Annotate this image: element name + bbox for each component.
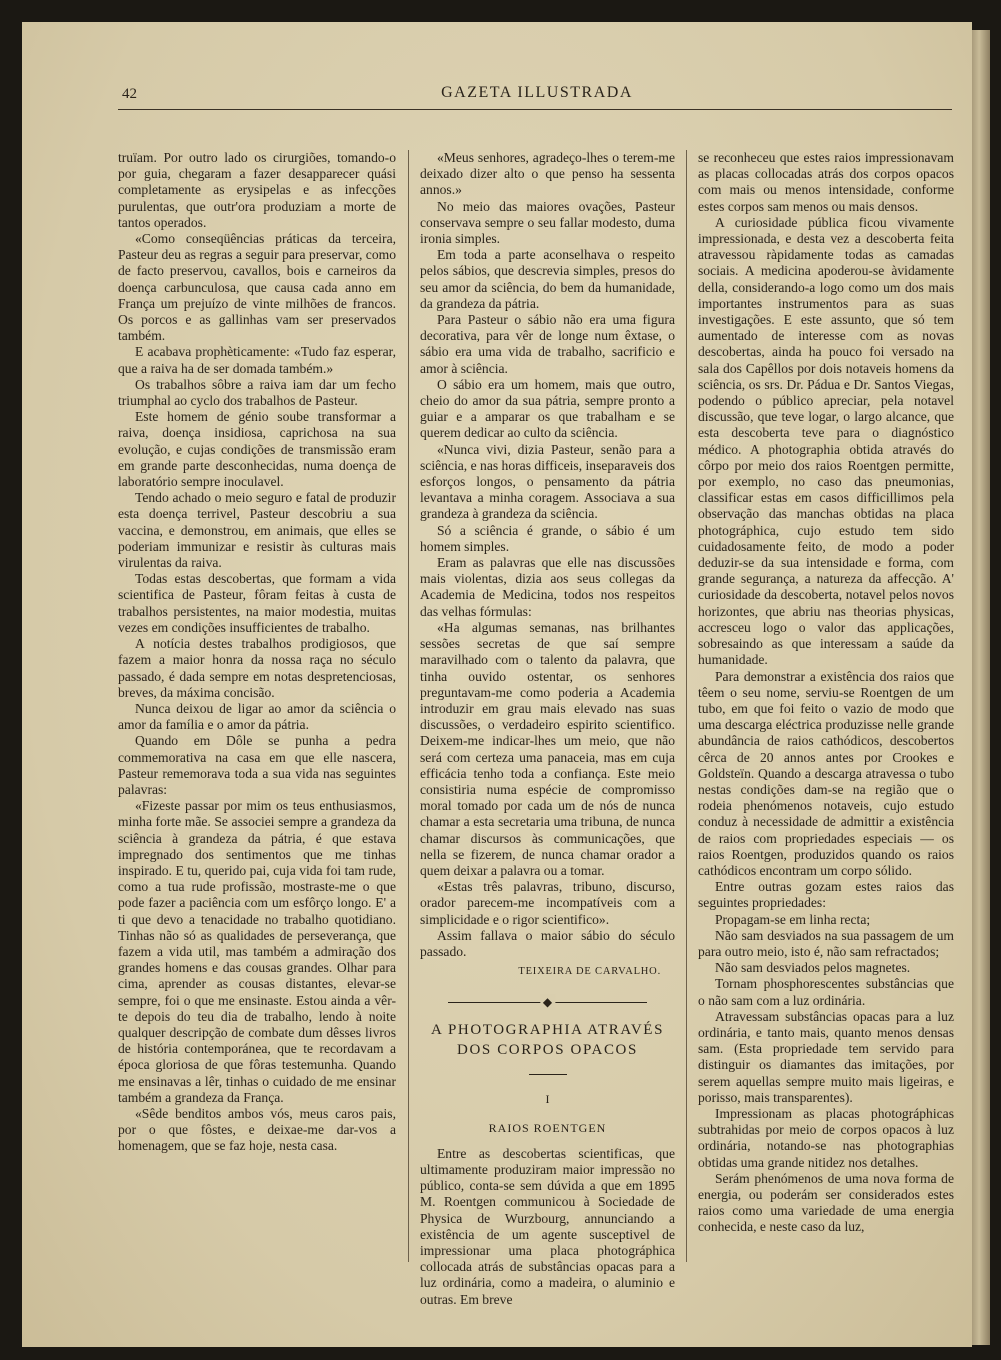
paragraph: Para Pasteur o sábio não era uma figura decorativa, para vêr de longe num êxtase, o sábio era uma vida de trabalho, sacrificio e amor à sciência. bbox=[420, 312, 675, 376]
paragraph: Este homem de génio soube transformar a raiva, doença insidiosa, caprichosa na sua evolução, e cujas condições de transmissão eram em grande parte desconhecidas, numa doença de laboratório sempre inoculavel. bbox=[118, 409, 396, 490]
article-title-line: DOS CORPOS OPACOS bbox=[457, 1042, 638, 1059]
paragraph: Todas estas descobertas, que formam a vida scientifica de Pasteur, fôram feitas à custa de trabalhos persistentes, na maior modestia, muitas vezes em condições insufficientes de trabalho. bbox=[118, 571, 396, 635]
author-signature: TEIXEIRA DE CARVALHO. bbox=[518, 966, 661, 978]
section-number: I bbox=[545, 1092, 550, 1107]
column-1 bbox=[118, 150, 396, 1155]
paragraph: truïam. Por outro lado os cirurgiões, tomando-o por guia, chegaram a fazer desapparecer quási completamente as erysipelas e as infecções purulentas, que outr'ora produziam a morte de tantos operados. bbox=[118, 150, 396, 230]
paragraph: «Ha algumas semanas, nas brilhantes sessões secretas de que saí sempre maravilhado com o talento da palavra, que tinha ouvido ostentar, os senhores preguntavam-me como poderia a Academia introduzir em grau mais elevado nas suas discussões, o verdadeiro espirito scientifico. Deixem-me indicar-lhes um meio, que não será com certeza uma panaceia, mas em cuja efficácia tenho toda a confiança. Este meio consistiria numa espécie de compromisso moral tomado por cada um de nós de nunca chamar a esta secretaria uma tribuna, de nunca chamar discursos às communicações, que nella se fizerem, de nunca chamar orador a quem deixar a palavra ou a tomar. bbox=[420, 619, 675, 878]
article-title bbox=[420, 1020, 675, 1060]
paragraph: Os trabalhos sôbre a raiva iam dar um fecho triumphal ao cyclo dos trabalhos de Pasteur. bbox=[118, 376, 396, 409]
paragraph: «Sêde benditos ambos vós, meus caros pais, por o que fôstes, e deixae-me dar-vos a homenagem, que se faz hoje, nesta casa. bbox=[118, 1105, 396, 1154]
column-separator bbox=[408, 150, 409, 1262]
paragraph: se reconheceu que estes raios impressionavam as placas collocadas atrás dos corpos opacos com mais ou menos intensidade, conforme estes corpos sam menos ou mais densos. bbox=[698, 150, 954, 214]
newspaper-page bbox=[22, 22, 972, 1347]
paragraph: Só a sciência é grande, o sábio é um homem simples. bbox=[420, 522, 675, 554]
paragraph: E acabava prophèticamente: «Tudo faz esperar, que a raiva ha de ser domada também.» bbox=[118, 344, 396, 376]
page-edge bbox=[972, 30, 990, 1345]
paragraph: Atravessam substâncias opacas para a luz ordinária, e tanto mais, quanto menos densas sam. (Esta propriedade tem servido para distinguir os diamantes das imitações, por serem aquellas sempre muito mais ligeiras, e porisso, mais transparentes). bbox=[698, 1008, 954, 1105]
paragraph: «Estas três palavras, tribuno, discurso, orador parecem-me incompatíveis com a simplicidade e o rigor scientifico». bbox=[420, 879, 675, 927]
page-number: 42 bbox=[122, 86, 137, 102]
paragraph: «Como conseqüências práticas da terceira, Pasteur deu as regras a seguir para preservar, como de facto preservou, cavallos, bois e carneiros da doença carbunculosa, que causa cada anno em França um prejuízo de vinte milhões de francos. Os porcos e as gallinhas vam ser preservados também. bbox=[118, 231, 396, 344]
paragraph: Não sam desviados na sua passagem de um para outro meio, isto é, não sam refractados; bbox=[698, 927, 954, 959]
paragraph: «Nunca vivi, dizia Pasteur, senão para a sciência, e nas horas difficeis, inseparaveis dos esforços longos, o pensamento da pátria levantava a minha coragem. Associava a sua grandeza à grandeza da sciência. bbox=[420, 441, 675, 522]
paragraph: Para demonstrar a existência dos raios que têem o seu nome, serviu-se Roentgen de um tubo, em que foi feito o vazio de modo que uma descarga eléctrica produzisse nelle grande abundância de raios cathódicos, descobertos cêrca de 20 annos antes por Crookes e Goldsteïn. Quando a descarga atravessa o tubo nestas condições dam-se na região que o rodeia phenómenos notaveis, cujo estudo conduz à necessidade de admittir a existência de raios com propriedades especiais — os raios Roentgen, produzidos quando os raios cathódicos encontram um corpo sólido. bbox=[698, 668, 954, 878]
paragraph: Eram as palavras que elle nas discussões mais violentas, dizia aos seus collegas da Academia de Medicina, todos nos respeitos das velhas fórmulas: bbox=[420, 555, 675, 619]
paragraph: Assim fallava o maior sábio do século passado. bbox=[420, 927, 675, 959]
paragraph: A curiosidade pública ficou vivamente impressionada, e desta vez a descoberta feita atravessou ràpidamente todas as camadas sociais. A medicina apoderou-se àvidamente della, considerando-a logo como um dos mais importantes instrumentos para as suas investigações. E este assunto, que só tem aumentado de interesse com as novas descobertas, ainda ha pouco foi versado na sala dos Capêllos por dois notaveis homens da sciência, os srs. Dr. Pádua e Dr. Santos Viegas, podendo o público apreciar, pela notavel discussão, que teve logar, o largo alcance, que esta descoberta teve para o diagnóstico médico. A photographia obtida através do côrpo por meio dos raios Roentgen permitte, por exemplo, no caso das pneumonias, classificar estas em casos difficillimos pela observação das manchas obtidas na placa photográphica, cujo estudo tem sido cuidadosamente feito, de modo a poder deduzir-se da sua intensidade e forma, com grande segurança, a natureza da affecção. A' curiosidade da descoberta, notavel pelos novos horizontes, que abriu nas theorias physicas, accresceu logo o valor das applicações, sobresaindo as que interessam a saúde da humanidade. bbox=[698, 214, 954, 668]
paragraph: Entre outras gozam estes raios das seguintes propriedades: bbox=[698, 879, 954, 911]
paragraph: Não sam desviados pelos magnetes. bbox=[715, 960, 911, 976]
paragraph: Quando em Dôle se punha a pedra commemorativa na casa em que elle nascera, Pasteur rememorava toda a sua vida nas seguintes palavras: bbox=[118, 733, 396, 797]
paragraph: Propagam-se em linha recta; bbox=[715, 911, 871, 927]
paragraph: Tornam phosphorescentes substâncias que o não sam com a luz ordinária. bbox=[698, 976, 954, 1008]
running-head: GAZETA ILLUSTRADA bbox=[441, 84, 633, 101]
paragraph: Tendo achado o meio seguro e fatal de produzir esta doença terrivel, Pasteur descobriu a sua vaccina, e demonstrou, em animais, que elles se poderiam immunizar e resistir às culturas mais virulentas da raiva. bbox=[118, 490, 396, 571]
article-title-line: A PHOTOGRAPHIA ATRAVÉS bbox=[430, 1022, 665, 1039]
paragraph: Impressionam as placas photográphicas subtrahidas por meio de corpos opacos à luz ordinária, notando-se nas photographias obtidas uma grande nitidez nos detalhes. bbox=[698, 1105, 954, 1170]
paragraph: Entre as descobertas scientificas, que ultimamente produziram maior impressão no público, conta-se sem dúvida a que em 1895 M. Roentgen communicou à Sociedade de Physica de Wurzbourg, annunciando a existência de um agente susceptivel de impressionar uma placa photográphica collocada atrás de substâncias opacas para a luz ordinária, como a madeira, o aluminio e outras. Em breve bbox=[420, 1145, 675, 1307]
ornament-divider bbox=[420, 992, 675, 1012]
column-3 bbox=[698, 150, 954, 1236]
paragraph: «Meus senhores, agradeço-lhes o terem-me deixado dizer alto o que penso ha sessenta annos.» bbox=[420, 150, 675, 198]
paragraph: O sábio era um homem, mais que outro, cheio do amor da sua pátria, sempre pronto a guiar e a amparar os que trabalham e se querem dedicar ao culto da sciência. bbox=[420, 376, 675, 441]
title-rule bbox=[529, 1074, 567, 1075]
paragraph: «Fizeste passar por mim os teus enthusiasmos, minha forte mãe. Se associei sempre a grandeza da sciência à grandeza da pátria, é que estava impregnado dos sentimentos que me tinhas inspirado. E tu, querido pai, cuja vida foi tam rude, como a tua rude profissão, mostraste-me o que pode fazer a paciência com um esfôrço longo. E' a ti que devo a tenacidade no trabalho quotidiano. Tinhas não só as qualidades de perseverança, que fazem a vida util, mas também a admiração dos grandes homens e das cousas grandes. Olhar para cima, aprender as cousas distantes, elevar-se sempre, foi o que me ensinaste. Estou ainda a vêr-te depois do teu dia de trabalho, lendo à noite qualquer descripção de combate dum dêsses livros de história contemporánea, que te recordavam a época gloriosa de que fôras testemunha. Quando me ensinavas a lêr, tinhas o cuidado de me ensinar também a grandeza da França. bbox=[118, 798, 396, 1105]
paragraph: Serám phenómenos de uma nova forma de energia, ou poderám ser considerados estes raios como uma variedade de uma energia conhecida, e neste caso da luz, bbox=[698, 1170, 954, 1235]
paragraph: No meio das maiores ovações, Pasteur conservava sempre o seu fallar modesto, duma ironia simples. bbox=[420, 198, 675, 247]
paragraph: Em toda a parte aconselhava o respeito pelos sábios, que descrevia simples, presos do seu amor da sciência, do bem da humanidade, da grandeza da pátria. bbox=[420, 247, 675, 311]
paragraph: Nunca deixou de ligar ao amor da sciência o amor da família e o amor da pátria. bbox=[118, 700, 396, 733]
section-title: RAIOS ROENTGEN bbox=[488, 1120, 607, 1135]
column-separator bbox=[686, 150, 687, 1262]
diamond-ornament-icon: ◆ bbox=[540, 994, 555, 1010]
header-rule bbox=[118, 109, 952, 110]
column-2 bbox=[420, 150, 675, 1308]
paragraph: A notícia destes trabalhos prodigiosos, que fazem a maior honra da nossa raça no século passado, é dada sempre em notas despretenciosas, breves, da máxima concisão. bbox=[118, 636, 396, 700]
